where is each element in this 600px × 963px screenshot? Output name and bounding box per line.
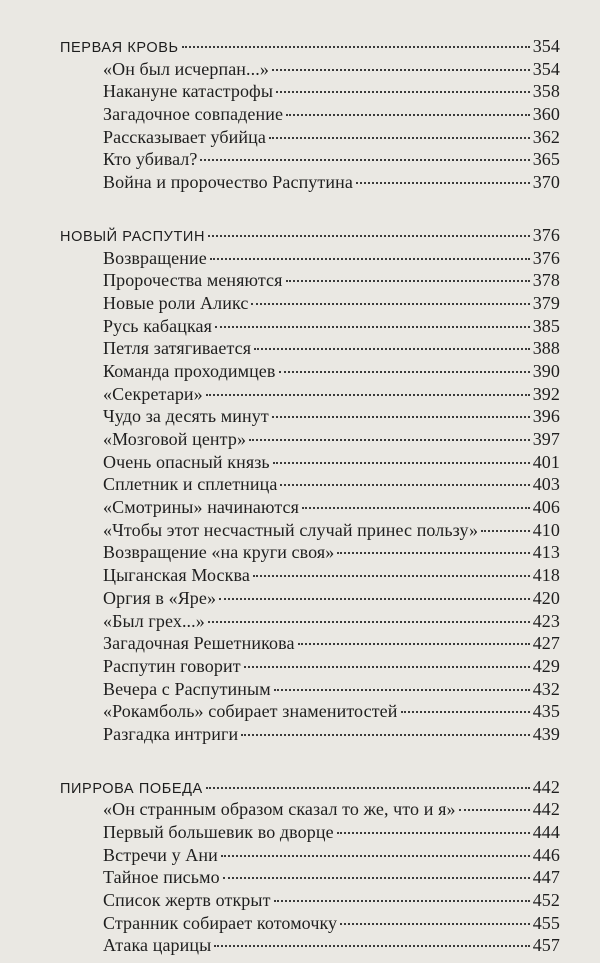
dot-leader [254,348,530,350]
chapter-entry [60,293,560,316]
dot-leader [272,69,530,71]
page-number: 432 [532,678,560,699]
dot-leader [214,945,529,947]
chapter-entry [60,270,560,293]
page-number: 392 [532,383,560,404]
chapter-entry [60,248,560,271]
chapter-entry [60,701,560,724]
page-number: 370 [532,172,560,193]
chapter-entry [60,172,560,195]
chapter-entry [60,845,560,868]
dot-leader [249,439,530,441]
chapter-entry [60,406,560,429]
dot-leader [221,855,530,857]
chapter-entry [60,316,560,339]
chapter-entry [60,81,560,104]
dot-leader [215,326,530,328]
dot-leader [356,182,530,184]
dot-leader [251,303,529,305]
page-number: 388 [532,338,560,359]
dot-leader [244,666,530,668]
chapter-title: Тайное письмо [103,867,220,888]
chapter-title: «Смотрины» начинаются [103,497,299,518]
page-number: 365 [532,149,560,170]
dot-leader [274,689,530,691]
chapter-entry [60,656,560,679]
dot-leader [401,711,530,713]
page-number: 376 [532,247,560,268]
page-number: 427 [532,633,560,654]
dot-leader [280,484,529,486]
chapter-entry [60,520,560,543]
chapter-title: Команда проходимцев [103,360,276,381]
chapter-entry [60,935,560,958]
chapter-title: «Секретари» [103,383,203,404]
chapter-entry [60,724,560,747]
page-number: 446 [532,844,560,865]
chapter-title: «Был грех...» [103,610,205,631]
chapter-title: «Он был исчерпан...» [103,58,269,79]
page-number: 360 [532,104,560,125]
page-number: 401 [532,451,560,472]
dot-leader [298,643,530,645]
chapter-title: Война и пророчество Распутина [103,172,353,193]
chapter-entry [60,59,560,82]
part-heading [60,36,560,59]
dot-leader [200,159,529,161]
chapter-entry [60,633,560,656]
chapter-title: Вечера с Распутиным [103,678,271,699]
chapter-title: «Рокамболь» собирает знаменитостей [103,701,398,722]
chapter-title: Цыганская Москва [103,565,250,586]
page-number: 457 [532,935,560,956]
chapter-title: Оргия в «Яре» [103,587,217,608]
dot-leader [272,416,530,418]
page-number: 396 [532,406,560,427]
dot-leader [273,462,530,464]
dot-leader [286,114,530,116]
chapter-title: Кто убивал? [103,149,198,170]
dot-leader [279,371,530,373]
chapter-entry [60,542,560,565]
page-number: 354 [532,58,560,79]
chapter-title: Возвращение «на круги своя» [103,542,335,563]
dot-leader [337,832,530,834]
chapter-title: Чудо за десять минут [103,406,269,427]
dot-leader [269,137,530,139]
toc-part [60,777,560,959]
chapter-entry [60,497,560,520]
chapter-title: Атака царицы [103,935,212,956]
chapter-title: Петля затягивается [103,338,252,359]
chapter-entry [60,611,560,634]
dot-leader [182,46,530,48]
dot-leader [208,621,530,623]
chapter-entry [60,799,560,822]
page-number: 435 [532,701,560,722]
part-title: НОВЫЙ РАСПУТИН [60,228,206,245]
part-title: ПИРРОВА ПОБЕДА [60,780,203,797]
chapter-entry [60,149,560,172]
chapter-entry [60,429,560,452]
dot-leader [223,877,530,879]
chapter-entry [60,474,560,497]
page-number: 406 [532,497,560,518]
page-number: 439 [532,723,560,744]
chapter-title: Встречи у Ани [103,844,218,865]
dot-leader [208,235,530,237]
chapter-entry [60,679,560,702]
chapter-entry [60,384,560,407]
dot-leader [253,575,530,577]
toc-part [60,36,560,195]
chapter-entry [60,588,560,611]
page-number: 385 [532,315,560,336]
chapter-entry [60,104,560,127]
part-title: ПЕРВАЯ КРОВЬ [60,40,179,56]
chapter-title: Странник собирает котомочку [103,912,338,933]
chapter-entry [60,361,560,384]
chapter-entry [60,338,560,361]
chapter-entry [60,913,560,936]
dot-leader [302,507,530,509]
chapter-title: Рассказывает убийца [103,126,266,147]
dot-leader [241,734,529,736]
page-number: 447 [532,867,560,888]
chapter-title: «Чтобы этот несчастный случай принес пользу» [103,519,479,540]
chapter-entry [60,452,560,475]
chapter-entry [60,565,560,588]
dot-leader [274,900,530,902]
chapter-entry [60,127,560,150]
dot-leader [459,809,530,811]
page-number: 420 [532,587,560,608]
page-number: 423 [532,610,560,631]
chapter-entry [60,822,560,845]
chapter-entry [60,867,560,890]
page-number: 410 [532,519,560,540]
page-number: 390 [532,360,560,381]
chapter-title: Возвращение [103,247,207,268]
dot-leader [210,258,530,260]
chapter-title: Список жертв открыт [103,890,271,911]
chapter-title: Накануне катастрофы [103,81,274,102]
page-number: 376 [532,224,560,245]
table-of-contents [60,36,560,958]
dot-leader [337,552,529,554]
part-heading [60,777,560,800]
page-number: 455 [532,912,560,933]
chapter-title: Русь кабацкая [103,315,212,336]
chapter-title: «Он странным образом сказал то же, что и я» [103,799,456,820]
dot-leader [206,394,530,396]
page-number: 354 [532,36,560,56]
page-number: 418 [532,565,560,586]
chapter-title: Загадочное совпадение [103,104,284,125]
page-number: 452 [532,890,560,911]
part-heading [60,225,560,248]
page-number: 429 [532,655,560,676]
dot-leader [481,530,530,532]
page-number: 403 [532,474,560,495]
chapter-title: Сплетник и сплетница [103,474,278,495]
page-number: 397 [532,429,560,449]
chapter-title: Распутин говорит [103,655,241,676]
chapter-title: Разгадка интриги [103,723,239,744]
chapter-title: Новые роли Аликс [103,292,249,313]
dot-leader [340,923,530,925]
chapter-title: Пророчества меняются [103,270,283,291]
dot-leader [286,280,530,282]
chapter-title: Первый большевик во дворце [103,822,334,842]
dot-leader [219,598,530,600]
page-number: 444 [532,822,560,842]
page-number: 379 [532,292,560,313]
chapter-title: Загадочная Решетникова [103,633,295,654]
page-number: 358 [532,81,560,102]
page-number: 413 [532,542,560,563]
dot-leader [276,91,530,93]
chapter-title: «Мозговой центр» [103,429,247,449]
page-number: 442 [532,799,560,820]
chapter-entry [60,890,560,913]
page-number: 362 [532,126,560,147]
chapter-title: Очень опасный князь [103,451,270,472]
page-number: 442 [532,776,560,797]
dot-leader [206,787,530,789]
toc-part [60,225,560,747]
page-number: 378 [532,270,560,291]
